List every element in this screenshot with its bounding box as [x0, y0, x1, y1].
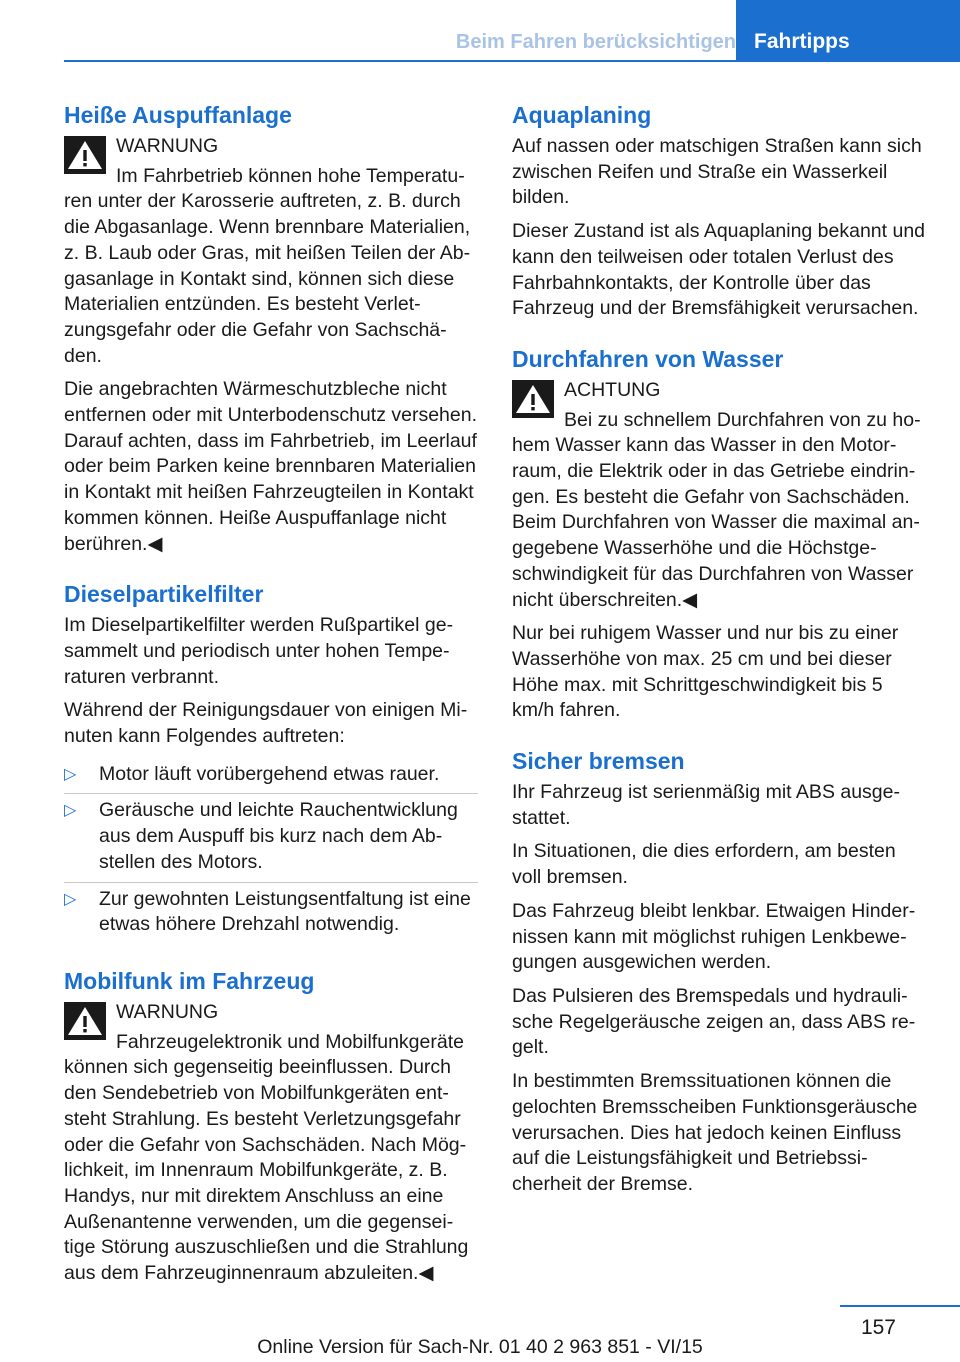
warning-text: Fahrzeugelektronik und Mobilfunkgeräte können sich gegenseitig beeinflussen. Durch den Sendebetrieb von Mobilfunkgeräten entsteht Strahlung. Es besteht Verletzungsgefahr oder die Gefahr von Sachschäden. Nach Möglichkeit, im Innenraum Mobilfunkgeräte, z. B. Handys, nur mit direktem Anschluss an eine Außenantenne verwenden, um die gegenseitige Störung auszuschließen und die Strahlung aus dem Fahrzeuginnenraum abzuleiten.◀: [64, 1030, 469, 1285]
section-title-hot-exhaust: Heiße Auspuffanlage: [64, 102, 292, 128]
warning-text: Im Fahrbetrieb können hohe Temperaturen unter der Karosserie auftreten, z. B. durch die Abgasanlage. Wenn brennbare Materialien, z. B. Laub oder Gras, mit heißen Teilen der Abgasanlage in Kontakt sind, können sich diese Materialien entzünden. Es besteht Verletzungsgefahr oder die Gefahr von Sachschäden.: [64, 164, 471, 367]
paragraph: In bestimmten Bremssituationen können die gelochten Bremsscheiben Funktionsgeräusche verursachen. Dies hat jedoch keinen Einfluss auf die Leistungsfähigkeit und Betriebssicherheit der Bremse.: [512, 1070, 918, 1195]
caution-text: Bei zu schnellem Durchfahren von zu hohem Wasser kann das Wasser in den Motorraum, die Elektrik oder in das Getriebe eindringen. Es besteht die Gefahr von Sachschäden. Beim Durchfahren von Wasser die maximal angegebene Wasserhöhe und die Höchstgeschwindigkeit für das Durchfahren von Wasser nicht überschreiten.◀: [512, 408, 921, 611]
list-item-text: Zur gewohnten Leistungsentfaltung ist eine etwas höhere Drehzahl notwendig.: [99, 887, 471, 936]
paragraph: Dieser Zustand ist als Aquaplaning bekannt und kann den teilweisen oder totalen Verlust des Fahrbahnkontakts, der Kontrolle über das Fahrzeug und der Bremsfähigkeit verursachen.: [512, 220, 926, 320]
list-item: [64, 794, 478, 882]
section-title-aquaplaning: Aquaplaning: [512, 102, 652, 128]
list-item-text: Motor läuft vorübergehend etwas rauer.: [99, 762, 440, 785]
warning-label: WARNUNG: [116, 1000, 219, 1023]
page-header: [0, 0, 960, 62]
footer-version-text: Online Version für Sach-Nr. 01 40 2 963 851 - VI/15: [257, 1336, 703, 1358]
paragraph: Während der Reinigungsdauer von einigen Minuten kann Folgendes auftreten:: [64, 699, 468, 748]
paragraph: Nur bei ruhigem Wasser und nur bis zu einer Wasserhöhe von max. 25 cm und bei dieser Höhe max. mit Schrittgeschwindigkeit bis 5 km/h fahren.: [512, 622, 899, 722]
triangle-bullet-icon: ▷: [64, 802, 77, 820]
paragraph: Das Fahrzeug bleibt lenkbar. Etwaigen Hindernissen kann mit möglichst ruhigen Lenkbewegungen ausgewichen werden.: [512, 899, 916, 974]
right-column: [512, 100, 926, 1206]
header-section-title: Beim Fahren berücksichtigen: [455, 31, 736, 53]
paragraph: Das Pulsieren des Bremspedals und hydraulische Regelgeräusche zeigen an, dass ABS regelt.: [512, 984, 916, 1059]
section-title-diesel-filter: Dieselpartikelfilter: [64, 581, 264, 608]
section-title-mobile-phone: Mobilfunk im Fahrzeug: [64, 967, 315, 994]
section-title-safe-braking: Sicher bremsen: [512, 748, 685, 775]
paragraph: In Situationen, die dies erfordern, am besten voll bremsen.: [512, 840, 896, 889]
page-number: 157: [860, 1316, 896, 1339]
bullet-list: [64, 758, 478, 944]
list-item-text: Geräusche und leichte Rauchentwicklung aus dem Auspuff bis kurz nach dem Abstellen des Motors.: [99, 799, 458, 873]
paragraph: Die angebrachten Wärmeschutzbleche nicht entfernen oder mit Unterbodenschutz versehen. Darauf achten, dass im Fahrbetrieb, im Leerlauf oder beim Parken keine brennbaren Materialien in Kontakt mit heißen Fahrzeugteilen in Kontakt kommen können. Heiße Auspuffanlage nicht berühren.◀: [64, 378, 477, 555]
list-item: [64, 758, 478, 795]
section-title-water-crossing: Durchfahren von Wasser: [512, 345, 784, 372]
paragraph: Auf nassen oder matschigen Straßen kann sich zwischen Reifen und Straße ein Wasserkeil bilden.: [512, 135, 922, 209]
triangle-bullet-icon: ▷: [64, 890, 77, 908]
triangle-bullet-icon: ▷: [64, 765, 77, 783]
paragraph: Ihr Fahrzeug ist serienmäßig mit ABS ausgestattet.: [512, 781, 900, 829]
warning-label: WARNUNG: [116, 135, 219, 157]
footer-rule: [840, 1305, 960, 1307]
caution-label: ACHTUNG: [564, 378, 661, 401]
caution-box: [512, 378, 926, 613]
list-item: [64, 883, 478, 944]
warning-box: [64, 1000, 478, 1287]
warning-box: [64, 134, 478, 369]
warning-triangle-icon: [64, 1002, 106, 1040]
header-chapter-tab: Fahrtipps: [736, 0, 960, 62]
warning-triangle-icon: [64, 136, 106, 174]
paragraph: Im Dieselpartikelfilter werden Rußpartikel gesammelt und periodisch unter hohen Temperaturen verbrannt.: [64, 614, 454, 688]
warning-triangle-icon: [512, 380, 554, 418]
header-rule: [64, 60, 960, 62]
left-column: [64, 100, 478, 1295]
